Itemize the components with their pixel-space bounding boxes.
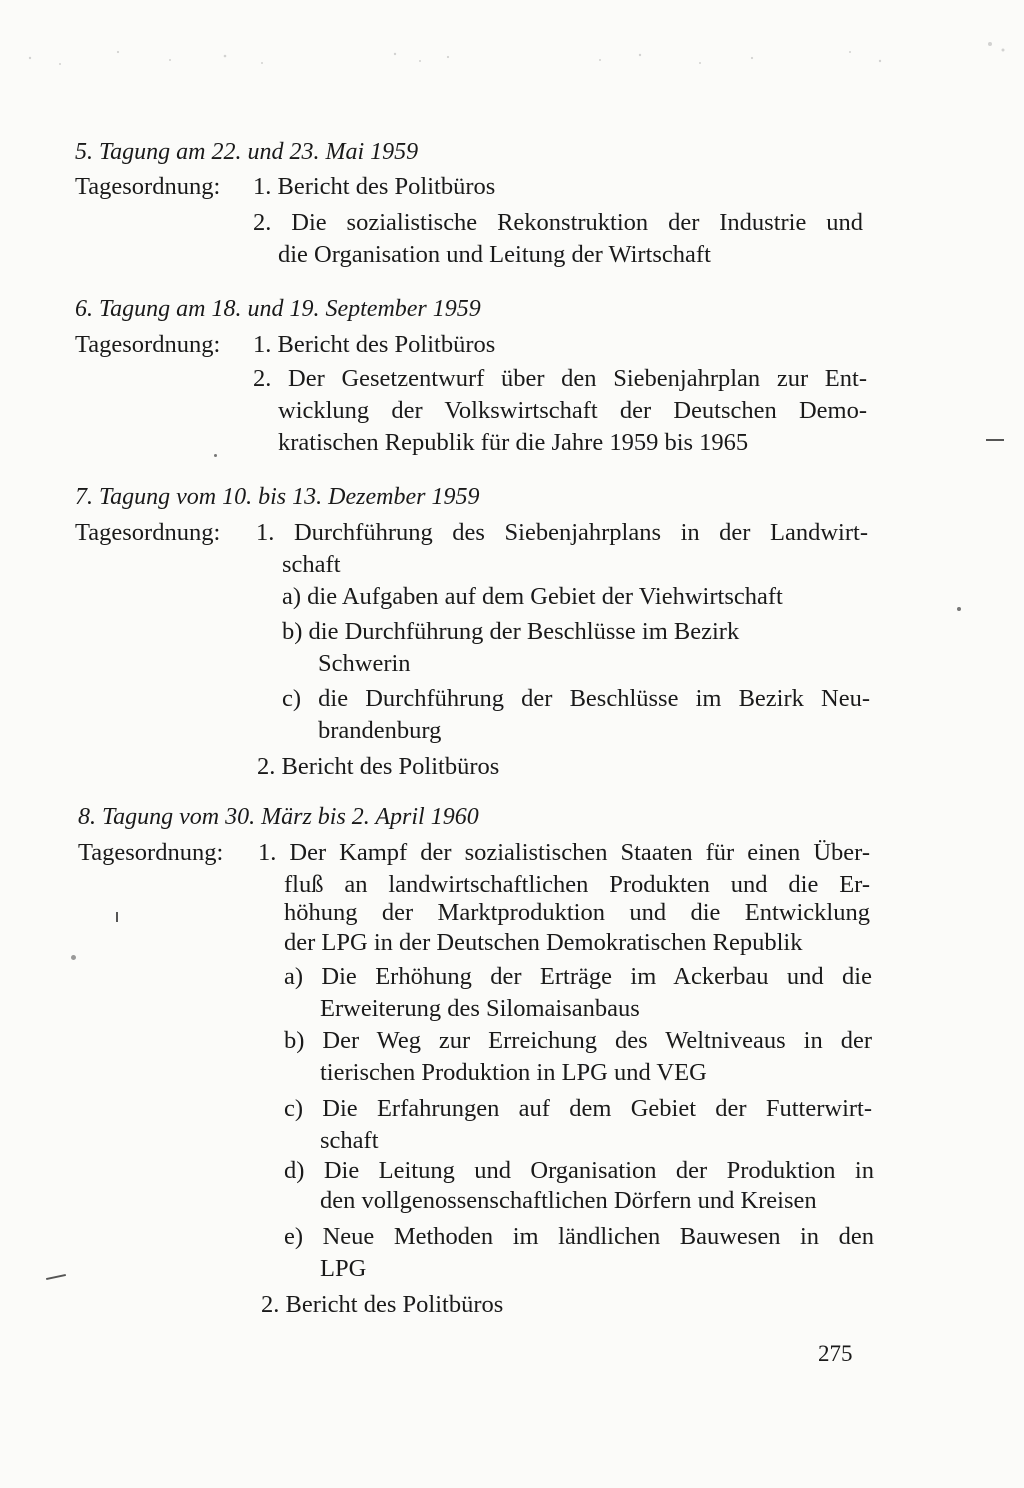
scan-mark <box>986 439 1004 441</box>
scan-mark <box>957 607 961 611</box>
scan-mark <box>116 912 118 922</box>
agenda-line: fluß an landwirtschaftlichen Produkten und die Er- <box>284 871 870 898</box>
agenda-line: schaft <box>282 551 341 578</box>
session-heading: 5. Tagung am 22. und 23. Mai 1959 <box>75 139 419 165</box>
agenda-line: 2. Der Gesetzentwurf über den Siebenjahrplan zur Ent- <box>253 365 867 392</box>
agenda-line: a) die Aufgaben auf dem Gebiet der Viehwirtschaft <box>282 583 783 610</box>
agenda-line: 2. Bericht des Politbüros <box>261 1291 504 1318</box>
agenda-line: die Organisation und Leitung der Wirtschaft <box>278 241 711 268</box>
agenda-line: schaft <box>320 1127 379 1154</box>
agenda-line: c) die Durchführung der Beschlüsse im Bezirk Neu- <box>282 685 870 712</box>
scan-mark <box>71 955 76 960</box>
agenda-line: den vollgenossenschaftlichen Dörfern und Kreisen <box>320 1187 817 1214</box>
agenda-line: 1. Der Kampf der sozialistischen Staaten für einen Über- <box>258 839 870 866</box>
session-heading: 6. Tagung am 18. und 19. September 1959 <box>75 296 481 322</box>
agenda-label: Tagesordnung: <box>75 331 221 358</box>
agenda-line: d) Die Leitung und Organisation der Produktion in <box>284 1157 874 1184</box>
agenda-line: höhung der Marktproduktion und die Entwicklung <box>284 899 870 926</box>
agenda-label: Tagesordnung: <box>75 173 221 200</box>
agenda-label: Tagesordnung: <box>78 839 224 866</box>
agenda-line: e) Neue Methoden im ländlichen Bauwesen in den <box>284 1223 874 1250</box>
agenda-line: 1. Durchführung des Siebenjahrplans in der Landwirt- <box>256 519 868 546</box>
session-heading: 7. Tagung vom 10. bis 13. Dezember 1959 <box>75 484 480 510</box>
agenda-line: tierischen Produktion in LPG und VEG <box>320 1059 707 1086</box>
agenda-line: c) Die Erfahrungen auf dem Gebiet der Futterwirt- <box>284 1095 872 1122</box>
agenda-line: b) Der Weg zur Erreichung des Weltniveaus in der <box>284 1027 872 1054</box>
agenda-line: b) die Durchführung der Beschlüsse im Bezirk <box>282 618 740 645</box>
scan-noise <box>0 30 1024 90</box>
agenda-line: 1. Bericht des Politbüros <box>253 331 496 358</box>
agenda-line: 2. Bericht des Politbüros <box>257 753 500 780</box>
page-number: 275 <box>818 1341 853 1366</box>
agenda-line: brandenburg <box>318 717 442 744</box>
agenda-line: 2. Die sozialistische Rekonstruktion der Industrie und <box>253 209 863 236</box>
agenda-line: kratischen Republik für die Jahre 1959 bis 1965 <box>278 429 749 456</box>
agenda-line: a) Die Erhöhung der Erträge im Ackerbau und die <box>284 963 872 990</box>
agenda-line: der LPG in der Deutschen Demokratischen Republik <box>284 929 803 956</box>
scan-mark <box>214 454 217 457</box>
scan-mark <box>46 1274 66 1280</box>
agenda-line: LPG <box>320 1255 367 1282</box>
agenda-line: Erweiterung des Silomaisanbaus <box>320 995 640 1022</box>
agenda-label: Tagesordnung: <box>75 519 221 546</box>
session-heading: 8. Tagung vom 30. März bis 2. April 1960 <box>78 804 479 830</box>
agenda-line: wicklung der Volkswirtschaft der Deutschen Demo- <box>278 397 867 424</box>
agenda-line: 1. Bericht des Politbüros <box>253 173 496 200</box>
agenda-line: Schwerin <box>318 650 411 677</box>
